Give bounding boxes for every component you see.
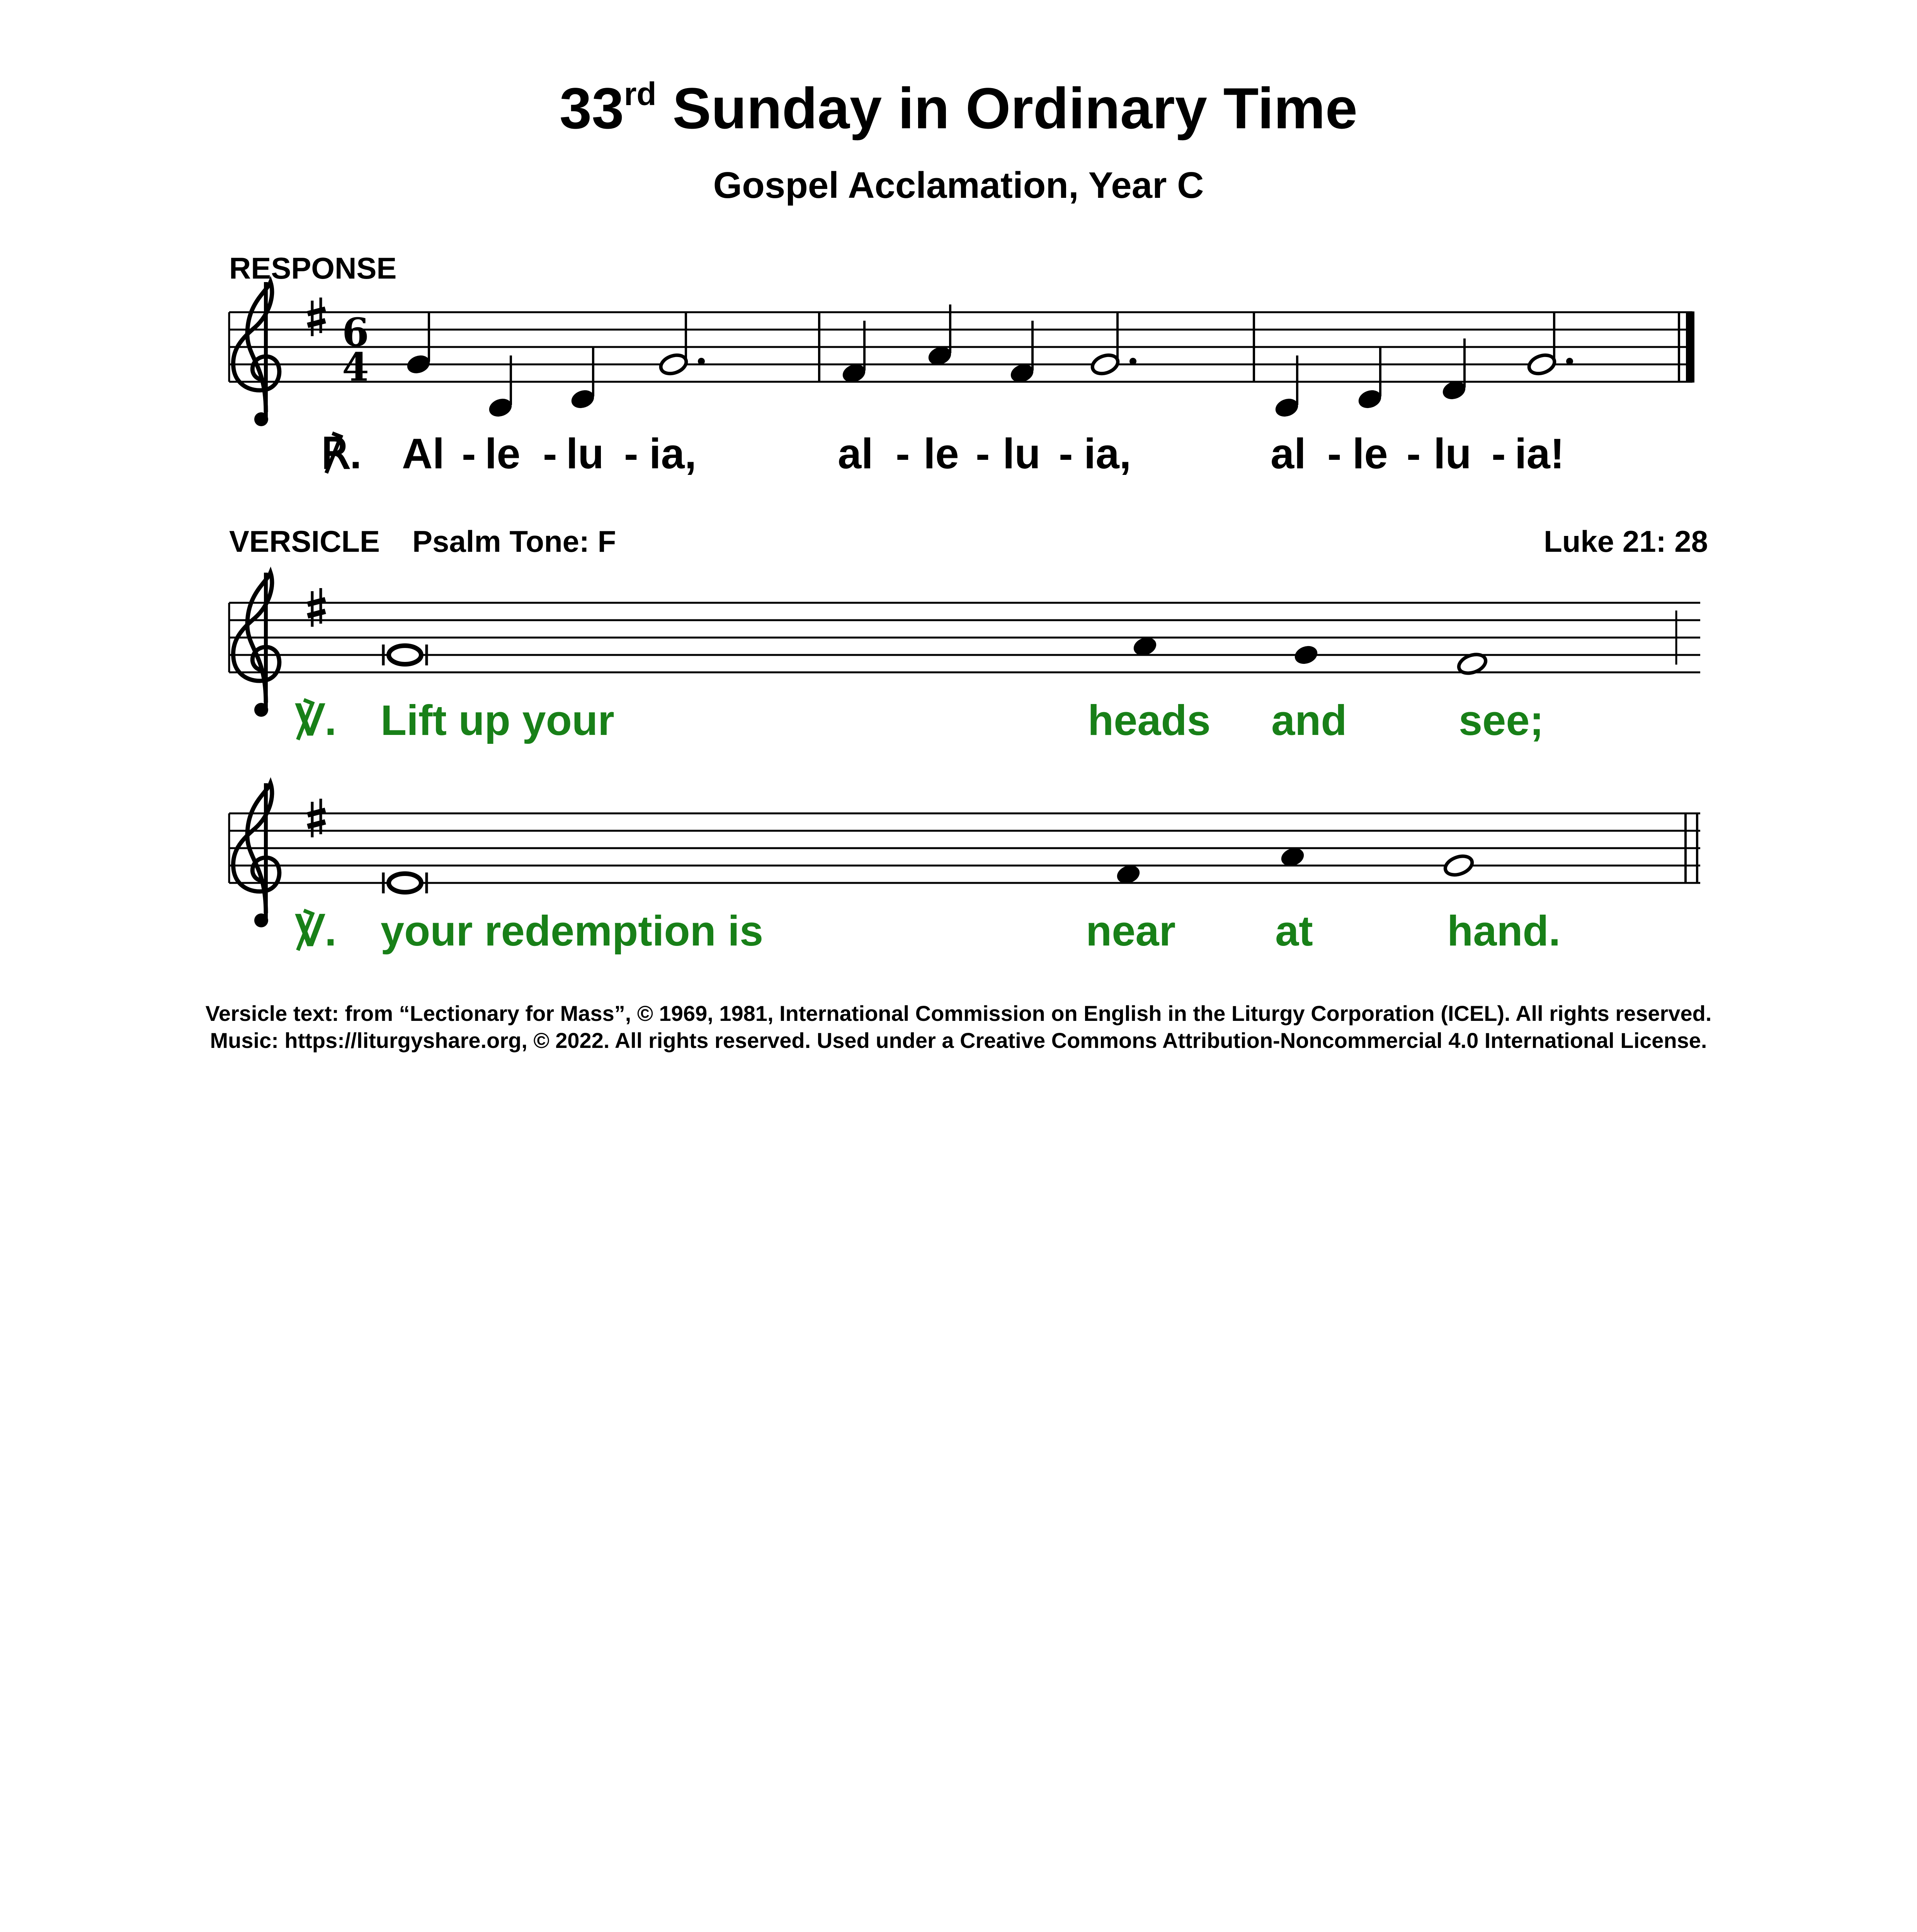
lyric-syllable: lu bbox=[1003, 430, 1041, 478]
response-measure-1 bbox=[405, 312, 819, 420]
final-barline-thick bbox=[1686, 311, 1694, 383]
note bbox=[1443, 853, 1475, 878]
treble-clef-icon bbox=[233, 573, 279, 717]
versicle-label: VERSICLE bbox=[229, 524, 380, 558]
response-symbol: ℟. bbox=[321, 430, 362, 478]
lyric-hyphen: - bbox=[543, 430, 557, 478]
response-staff bbox=[229, 282, 1694, 426]
versicle-reciting-text: your redemption is bbox=[381, 907, 764, 955]
treble-clef-icon bbox=[233, 282, 279, 426]
lyric-syllable: lu bbox=[1434, 430, 1471, 478]
lyric-hyphen: - bbox=[1407, 430, 1421, 478]
title-ordinal-suffix: rd bbox=[624, 76, 657, 112]
versicle-reciting-text: Lift up your bbox=[381, 697, 614, 744]
lyric-hyphen: - bbox=[1492, 430, 1506, 478]
versicle-word: see; bbox=[1459, 697, 1544, 744]
lyric-syllable: ia, bbox=[649, 430, 697, 478]
note bbox=[1292, 643, 1320, 667]
psalm-tone-label: Psalm Tone: F bbox=[412, 524, 616, 558]
title-number: 33 bbox=[559, 76, 624, 141]
response-label: RESPONSE bbox=[229, 251, 397, 285]
lyric-hyphen: - bbox=[1327, 430, 1342, 478]
versicle-word: at bbox=[1275, 907, 1313, 955]
lyric-syllable: al bbox=[838, 430, 873, 478]
versicle-word: hand. bbox=[1447, 907, 1561, 955]
note bbox=[1090, 352, 1121, 377]
lyric-syllable: ia, bbox=[1084, 430, 1131, 478]
lyric-syllable: le bbox=[1352, 430, 1388, 478]
versicle-symbol: ℣. bbox=[296, 907, 337, 955]
page-subtitle: Gospel Acclamation, Year C bbox=[713, 165, 1204, 206]
credits bbox=[0, 1000, 1917, 1054]
title-rest: Sunday in Ordinary Time bbox=[672, 76, 1358, 141]
credits-text: Versicle text: from “Lectionary for Mass”, © 1969, 1981, International Commission on English in the Liturgy Corporation (ICEL). All rights reserved. bbox=[205, 1001, 1712, 1026]
credits-music: Music: https://liturgyshare.org, © 2022. All rights reserved. Used under a Creative Commons Attribution-Noncommercial 4.0 International License. bbox=[210, 1028, 1707, 1053]
lyric-syllable: al bbox=[1271, 430, 1306, 478]
lyric-hyphen: - bbox=[976, 430, 990, 478]
note bbox=[383, 872, 427, 893]
response-measure-2 bbox=[840, 304, 1254, 385]
lyric-syllable: lu bbox=[566, 430, 604, 478]
versicle-word: heads bbox=[1088, 697, 1211, 744]
time-signature-top: 6 bbox=[342, 310, 369, 355]
lyric-syllable: ia! bbox=[1515, 430, 1565, 478]
treble-clef-icon bbox=[233, 783, 279, 927]
versicle-word: near bbox=[1086, 907, 1176, 955]
note bbox=[383, 645, 427, 665]
time-signature-bottom: 4 bbox=[342, 344, 369, 390]
versicle-staff-1 bbox=[229, 573, 1700, 717]
lyric-hyphen: - bbox=[1059, 430, 1073, 478]
versicle-word: and bbox=[1271, 697, 1347, 744]
lyric-syllable: le bbox=[924, 430, 959, 478]
scripture-reference: Luke 21: 28 bbox=[1544, 524, 1708, 558]
lyric-syllable: Al bbox=[402, 430, 444, 478]
note bbox=[1527, 352, 1557, 377]
lyric-syllable: le bbox=[485, 430, 520, 478]
versicle-symbol: ℣. bbox=[296, 697, 337, 744]
lyric-hyphen: - bbox=[462, 430, 476, 478]
lyric-hyphen: - bbox=[896, 430, 910, 478]
note bbox=[658, 352, 689, 377]
lyric-hyphen: - bbox=[624, 430, 638, 478]
versicle-staff-2 bbox=[229, 783, 1700, 927]
